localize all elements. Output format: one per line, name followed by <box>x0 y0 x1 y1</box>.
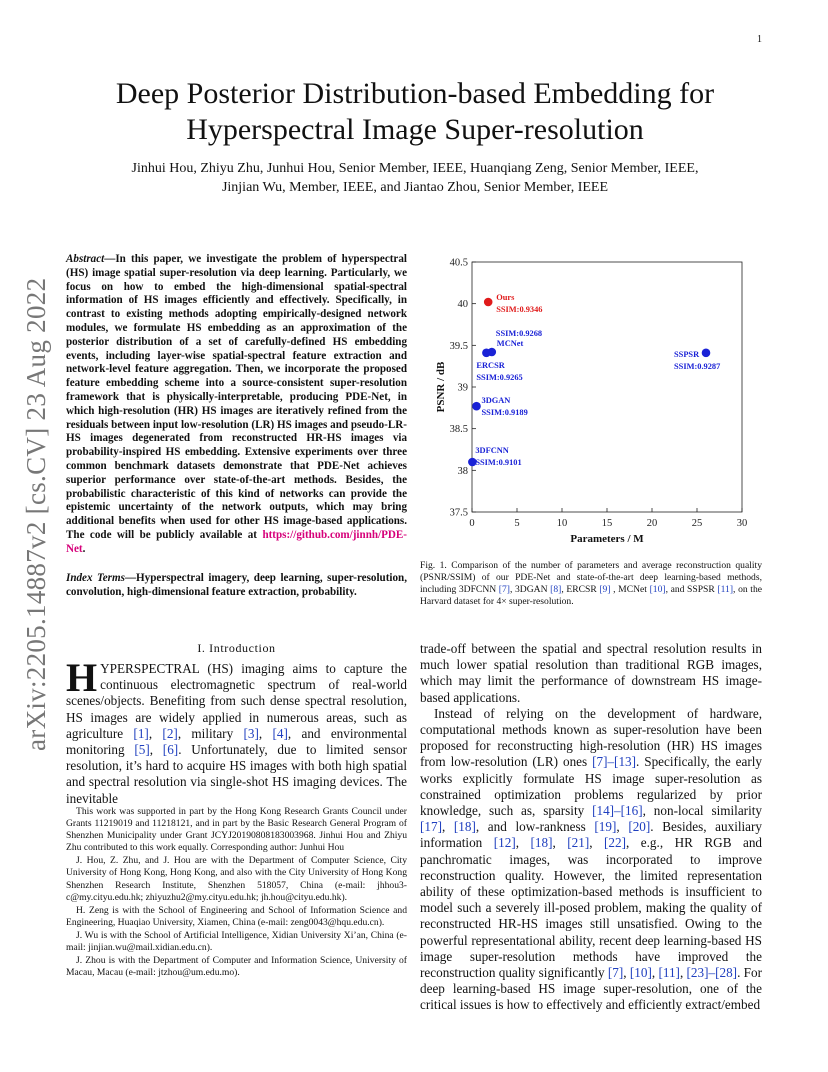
text-run: Fig. 1. Comparison of the number of parameters and average reconstruction quality (PSNR/SSIM) of our PDE-Net and state-of-the-art deep learning-based methods, including 3DFCNN <box>420 560 762 595</box>
footnote-affiliation-cityu: J. Hou, Z. Zhu, and J. Hou are with the Department of Computer Science, City University of Hong Kong, Hong Kong, and also with the City University of Hong Kong Shenzhen Research Institute, Shenzhen 518057, China (e-mail: jhhou3-c@my.cityu.edu.hk; zhiyuzhu2@my.cityu.edu.hk; jh.hou@cityu.edu.hk). <box>66 855 407 903</box>
citation-link[interactable]: [2] <box>162 725 178 741</box>
right-column-body <box>420 641 762 1014</box>
authors-line-2: Jinjian Wu, Member, IEEE, and Jiantao Zhou, Senior Member, IEEE <box>221 180 609 195</box>
citation-link[interactable]: [7] <box>607 965 624 981</box>
text-run: , <box>258 725 273 741</box>
y-tick-label: 39.5 <box>449 340 468 352</box>
point-name-label: ERCSR <box>476 360 505 370</box>
x-tick-label: 5 <box>514 518 520 529</box>
index-terms-text: —Hyperspectral imagery, deep learning, super-resolution, convolution, high-dimensional feature extraction, probability. <box>66 572 407 598</box>
point-name-label: SSPSR <box>674 349 700 359</box>
text-run: , <box>623 965 630 981</box>
citation-link[interactable]: [19] <box>594 819 617 835</box>
footnote-affiliation-xidian: J. Wu is with the School of Artificial Intelligence, Xidian University Xi’an, China (e-mail: jinjian.wu@mail.xidian.edu.cn). <box>66 929 407 954</box>
citation-link[interactable]: [7] <box>498 584 510 595</box>
citation-link[interactable]: [14]–[16] <box>592 803 643 819</box>
data-point-ercsr <box>482 349 491 358</box>
citation-link[interactable]: [5] <box>134 742 150 758</box>
point-ssim-label: SSIM:0.9101 <box>475 458 522 467</box>
point-ssim-label: SSIM:0.9287 <box>674 361 721 371</box>
y-tick-label: 40 <box>457 299 468 311</box>
citation-link[interactable]: [9] <box>599 584 611 595</box>
citation-link[interactable]: [18] <box>530 835 553 851</box>
x-tick-label: 10 <box>556 518 568 529</box>
point-name-label: MCNet <box>496 339 524 348</box>
y-tick-label: 39 <box>457 382 468 394</box>
point-ssim-label: SSIM:0.9265 <box>476 372 523 382</box>
x-tick-label: 0 <box>469 518 475 529</box>
y-tick-label: 37.5 <box>449 507 468 519</box>
x-tick-label: 30 <box>736 518 748 529</box>
text-run: . For deep learning-based HS image super-resolution, one of the critical issues is how to effectively and efficiently extract/embed <box>420 965 762 1013</box>
abstract <box>66 253 407 557</box>
drop-cap: H <box>66 655 98 700</box>
citation-link[interactable]: [22] <box>604 835 627 851</box>
point-ssim-label: SSIM:0.9346 <box>496 305 543 314</box>
x-tick-label: 20 <box>646 518 658 529</box>
author-list <box>90 159 740 197</box>
citation-link[interactable]: [4] <box>272 725 288 741</box>
y-axis-label: PSNR / dB <box>435 361 447 413</box>
citation-link[interactable]: [10] <box>649 584 666 595</box>
section-heading-introduction: I. Introduction <box>197 641 276 655</box>
text-run: . Besides, auxiliary information <box>420 819 763 851</box>
citation-link[interactable]: [11] <box>717 584 734 595</box>
citation-link[interactable]: [23]–[28] <box>686 965 738 981</box>
citation-link[interactable]: [1] <box>133 725 149 741</box>
text-run: , and environmental monitoring <box>66 725 407 758</box>
citation-link[interactable]: [6] <box>162 742 179 758</box>
text-run: , <box>651 965 659 981</box>
citation-link[interactable]: [20] <box>628 819 651 835</box>
text-run: , non-local similarity <box>642 803 762 819</box>
abstract-label: Abstract <box>66 253 105 265</box>
y-tick-label: 38.5 <box>449 424 468 436</box>
x-tick-label: 15 <box>601 518 613 529</box>
text-run: , <box>679 965 687 981</box>
code-link[interactable]: https://github.com/jinnh/PDE-Net <box>66 528 407 555</box>
text-run: , <box>441 819 454 835</box>
text-run: . Unfortunately, due to limited sensor resolution, it’s hard to acquire HS images with both high spatial and spectral resolution via single-shot HS imaging devices. The inevitable <box>66 742 407 806</box>
citation-link[interactable]: [10] <box>629 965 652 981</box>
citation-link[interactable]: [12] <box>493 835 516 851</box>
text-run: , <box>515 835 531 851</box>
authors-line-1: Jinhui Hou, Zhiyu Zhu, Junhui Hou, Senior Member, IEEE, Huanqiang Zeng, Senior Member, IEEE, <box>131 161 699 176</box>
citation-link[interactable]: [8] <box>550 584 562 595</box>
text-run: , 3DGAN <box>509 584 551 595</box>
citation-link[interactable]: [7]–[13] <box>592 754 637 770</box>
y-tick-label: 38 <box>457 465 468 477</box>
text-run: . Specifically, the early works explicitly formulate HS image super-resolution as constrained optimization problems regularized by prior knowledge, such as, sparsity <box>420 754 763 819</box>
y-tick-label: 40.5 <box>449 257 468 269</box>
index-terms-label: Index Terms <box>66 572 125 584</box>
text-run: Instead of relying on the development of hardware, computational methods known as super-resolution have been proposed for reconstructing high-resolution (HR) HS images from low-resolution (LR) ones <box>420 705 762 770</box>
text-run: , e.g., HR RGB and panchromatic images, was incorporated to improve reconstruction quality. However, the limited representation ability of these optimization-based methods is insufficient to model such a severely ill-posed problem, making the quality of reconstructed HR-HS images still unsatisfied. Owing to the powerful representational ability, recent deep learning-based HS image super-resolution methods have improved the reconstruction quality significantly <box>420 835 763 981</box>
text-run: , <box>616 819 629 835</box>
point-ssim-label: SSIM:0.9189 <box>481 408 528 418</box>
figure-caption <box>420 560 762 608</box>
footnote-affiliation-huaqiao: H. Zeng is with the School of Engineering and School of Information Science and Engineering, Huaqiao University, Xiamen, China (e-mail: zeng0043@hqu.edu.cn). <box>66 904 407 928</box>
text-run: , military <box>177 725 244 741</box>
psnr-vs-parameters-chart <box>420 248 760 548</box>
citation-link[interactable]: [18] <box>453 819 476 835</box>
paper-title: Deep Posterior Distribution-based Embedding for Hyperspectral Image Super-resolution <box>115 77 715 146</box>
citation-link[interactable]: [17] <box>420 819 442 835</box>
point-name-label: Ours <box>496 293 515 302</box>
point-ssim-label: SSIM:0.9268 <box>495 329 543 338</box>
data-point-ours <box>484 298 493 307</box>
intro-paragraph <box>66 655 407 807</box>
paragraph-related-work <box>420 706 762 1014</box>
text-run: , <box>149 742 163 758</box>
text-run: , MCNet <box>610 584 650 595</box>
footnotes <box>66 806 407 980</box>
text-run: , and SSPSR <box>665 584 718 595</box>
footnote-affiliation-macau: J. Zhou is with the Department of Computer and Information Science, University of Macau, Macau (e-mail: jtzhou@um.edu.mo). <box>66 955 407 979</box>
text-run: , on the Harvard dataset for 4× super-resolution. <box>420 584 762 607</box>
paragraph-continued: trade-off between the spatial and spectral resolution results in much lower spatial resolution than traditional RGB images, which may limit the performance of downstream HS image-based applications. <box>420 641 762 705</box>
index-terms <box>66 572 407 600</box>
x-axis-label: Parameters / M <box>570 533 644 545</box>
abstract-text: —In this paper, we investigate the problem of hyperspectral (HS) image spatial super-resolution via deep learning. Particularly, we focus on how to embed the high-dimensional spatial-spectral information of HS images efficiently and effectively. Specifically, in contrast to existing methods adopting empirically-designed network modules, we formulate HS embedding as an approximation of the posterior distribution of a set of carefully-defined HS embedding events, including layer-wise spatial-spectral feature extraction and network-level feature aggregation. Then, we incorporate the proposed feature embedding scheme into a source-consistent super-resolution framework that is physically-interpretable, producing PDE-Net, in which high-resolution (HR) HS images are iteratively refined from the residuals between input low-resolution (LR) HS images and pseudo-LR-HS images degenerated from reconstructed HR-HS images via probability-inspired HS embedding. Extensive experiments over three common benchmark datasets demonstrate that PDE-Net achieves superior performance over state-of-the-art methods. Besides, the probabilistic characteristic of this kind of networks can provide the epistemic uncertainty of the network outputs, which may bring additional benefits when used for other HS image-based applications. The code will be publicly available at <box>66 253 407 541</box>
data-point-3dgan <box>472 402 481 411</box>
text-run: , <box>148 725 163 741</box>
abstract-end: . <box>82 542 86 555</box>
text-run: , and low-rankness <box>475 819 595 835</box>
text-run: , <box>589 835 605 851</box>
text-run: YPERSPECTRAL (HS) imaging aims to capture the continuous electromagnetic spectrum of real-world scenes/objects. Benefiting from such dense spectral resolution, HS images are widely applied in numerous areas, such as agriculture <box>66 661 407 741</box>
data-point-sspsr <box>702 349 711 358</box>
page-number: 1 <box>757 34 762 45</box>
x-tick-label: 25 <box>691 518 703 529</box>
citation-link[interactable]: [21] <box>567 835 590 851</box>
text-run: , <box>552 835 568 851</box>
point-name-label: 3DGAN <box>481 396 511 406</box>
arxiv-identifier[interactable]: arXiv:2205.14887v2 [cs.CV] 23 Aug 2022 <box>21 277 51 751</box>
citation-link[interactable]: [11] <box>658 965 680 981</box>
text-run: , ERCSR <box>561 584 600 595</box>
citation-link[interactable]: [3] <box>243 725 259 741</box>
footnote-funding: This work was supported in part by the Hong Kong Research Grants Council under Grants 11219019 and 11218121, and in part by the Basic Research General Program of Shenzhen Municipality under Grant JCYJ20190808183003968. Jinhui Hou and Zhiyu Zhu contributed to this work equally. Corresponding author: Junhui Hou <box>66 806 407 854</box>
point-name-label: 3DFCNN <box>475 446 509 455</box>
